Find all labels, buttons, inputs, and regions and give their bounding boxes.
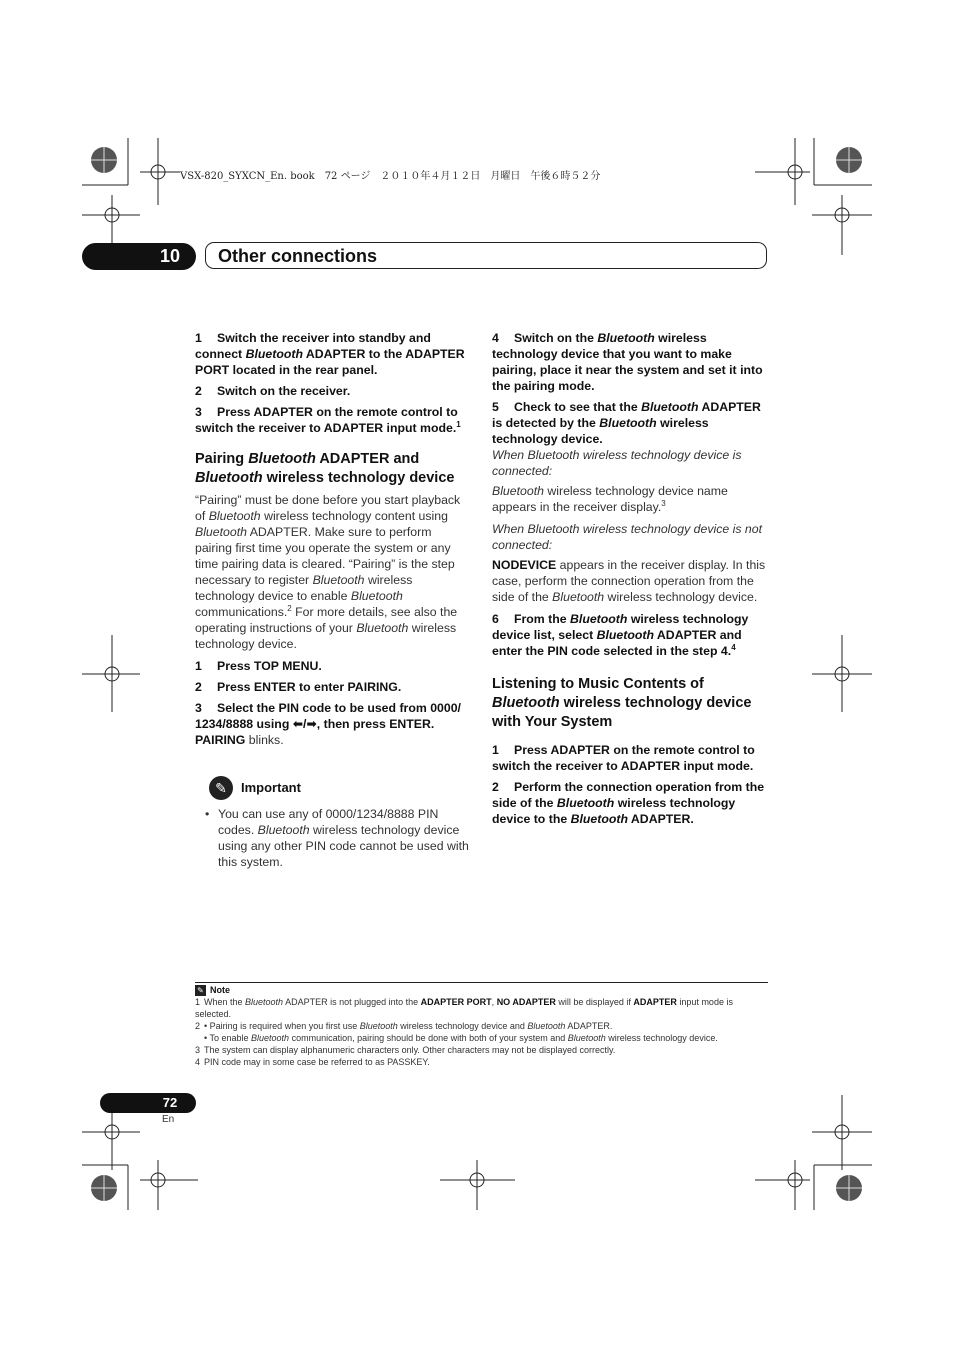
important-icon: ✎ (209, 776, 233, 800)
right-column (492, 330, 767, 832)
page-language: En (162, 1114, 175, 1125)
note-title: Note (210, 985, 230, 995)
listening-step-2: 2 Perform the connection operation from the side of the Bluetooth wireless technology device to the Bluetooth ADAPTER. (492, 780, 765, 826)
footnotes (195, 984, 768, 1068)
pairing-heading: Pairing Bluetooth ADAPTER and Bluetooth wireless technology device (195, 451, 455, 486)
chapter-number: 10 (159, 246, 181, 266)
step-2: 2 Switch on the receiver. (195, 384, 351, 398)
footnote-2b: • To enable Bluetooth communication, pairing should be done with both of your system and Bluetooth wireless technology device. (204, 1033, 718, 1043)
page-number: 72 (162, 1095, 178, 1110)
pairing-description: “Pairing” must be done before you start playback of Bluetooth wireless technology content using Bluetooth ADAPTER. Make sure to perform pairing first time you operate the system or any time pairing data is cleared. “Pairing” is the step necessary to register Bluetooth wireless technology device to enable Bluetooth communications.$^2$ For more details, see also the operating instructions of your Bluetooth wireless technology device. (195, 493, 461, 651)
step-6: 6 From the Bluetooth wireless technology device list, select Bluetooth ADAPTER and enter the PIN code selected in the step 4.$^4$ (492, 612, 749, 658)
connected-text: Bluetooth wireless technology device name appears in the receiver display.$^3$ (492, 484, 728, 514)
important-bullet: • You can use any of 0000/1234/8888 PIN codes. Bluetooth wireless technology device using any other PIN code cannot be used with this system. (205, 806, 470, 870)
step-5: 5 Check to see that the Bluetooth ADAPTER is detected by the Bluetooth wireless technology device. (492, 400, 761, 446)
important-title: Important (241, 780, 301, 795)
print-header: VSX-820_SYXCN_En. book 72 ページ ２０１０年４月１２日 月曜日 午後６時５２分 (180, 171, 601, 182)
step-4: 4 Switch on the Bluetooth wireless technology device that you want to make pairing, place it near the system and set it into the pairing mode. (492, 331, 763, 393)
pairing-step-1: 1 Press TOP MENU. (195, 659, 322, 673)
step-1: 1 Switch the receiver into standby and connect Bluetooth ADAPTER to the ADAPTER PORT located in the rear panel. (195, 331, 465, 377)
connected-label: When Bluetooth wireless technology device is connected: (492, 448, 742, 478)
footnote-2a: 2 • Pairing is required when you first use Bluetooth wireless technology device and Bluetooth ADAPTER. (195, 1021, 613, 1031)
pairing-step-3: 3 Select the PIN code to be used from 0000/ 1234/8888 using ⬅/➡, then press ENTER. (195, 701, 461, 731)
note-icon: ✎ (195, 985, 206, 996)
pairing-step-2: 2 Press ENTER to enter PAIRING. (195, 680, 402, 694)
important-box (195, 776, 470, 870)
pairing-blinks: PAIRING blinks. (195, 733, 284, 747)
nodevice-text: NODEVICE appears in the receiver display. In this case, perform the connection operation from the side of the Bluetooth wireless technology device. (492, 558, 766, 604)
step-3: 3 Press ADAPTER on the remote control to switch the receiver to ADAPTER input mode.$^1$ (195, 405, 461, 435)
left-column (195, 330, 470, 870)
listening-heading: Listening to Music Contents of Bluetooth wireless technology device with Your System (492, 676, 752, 730)
chapter-title: Other connections (218, 246, 378, 266)
listening-step-1: 1 Press ADAPTER on the remote control to switch the receiver to ADAPTER input mode. (492, 743, 755, 773)
footnote-1: 1 When the Bluetooth ADAPTER is not plugged into the ADAPTER PORT, NO ADAPTER will be displayed if ADAPTER input mode is selected. (195, 997, 733, 1019)
not-connected-label: When Bluetooth wireless technology device is not connected: (492, 522, 762, 552)
footnote-4: 4 PIN code may in some case be referred to as PASSKEY. (195, 1057, 430, 1067)
footnote-3: 3 The system can display alphanumeric characters only. Other characters may not be displayed correctly. (195, 1045, 616, 1055)
note-divider (195, 982, 768, 983)
